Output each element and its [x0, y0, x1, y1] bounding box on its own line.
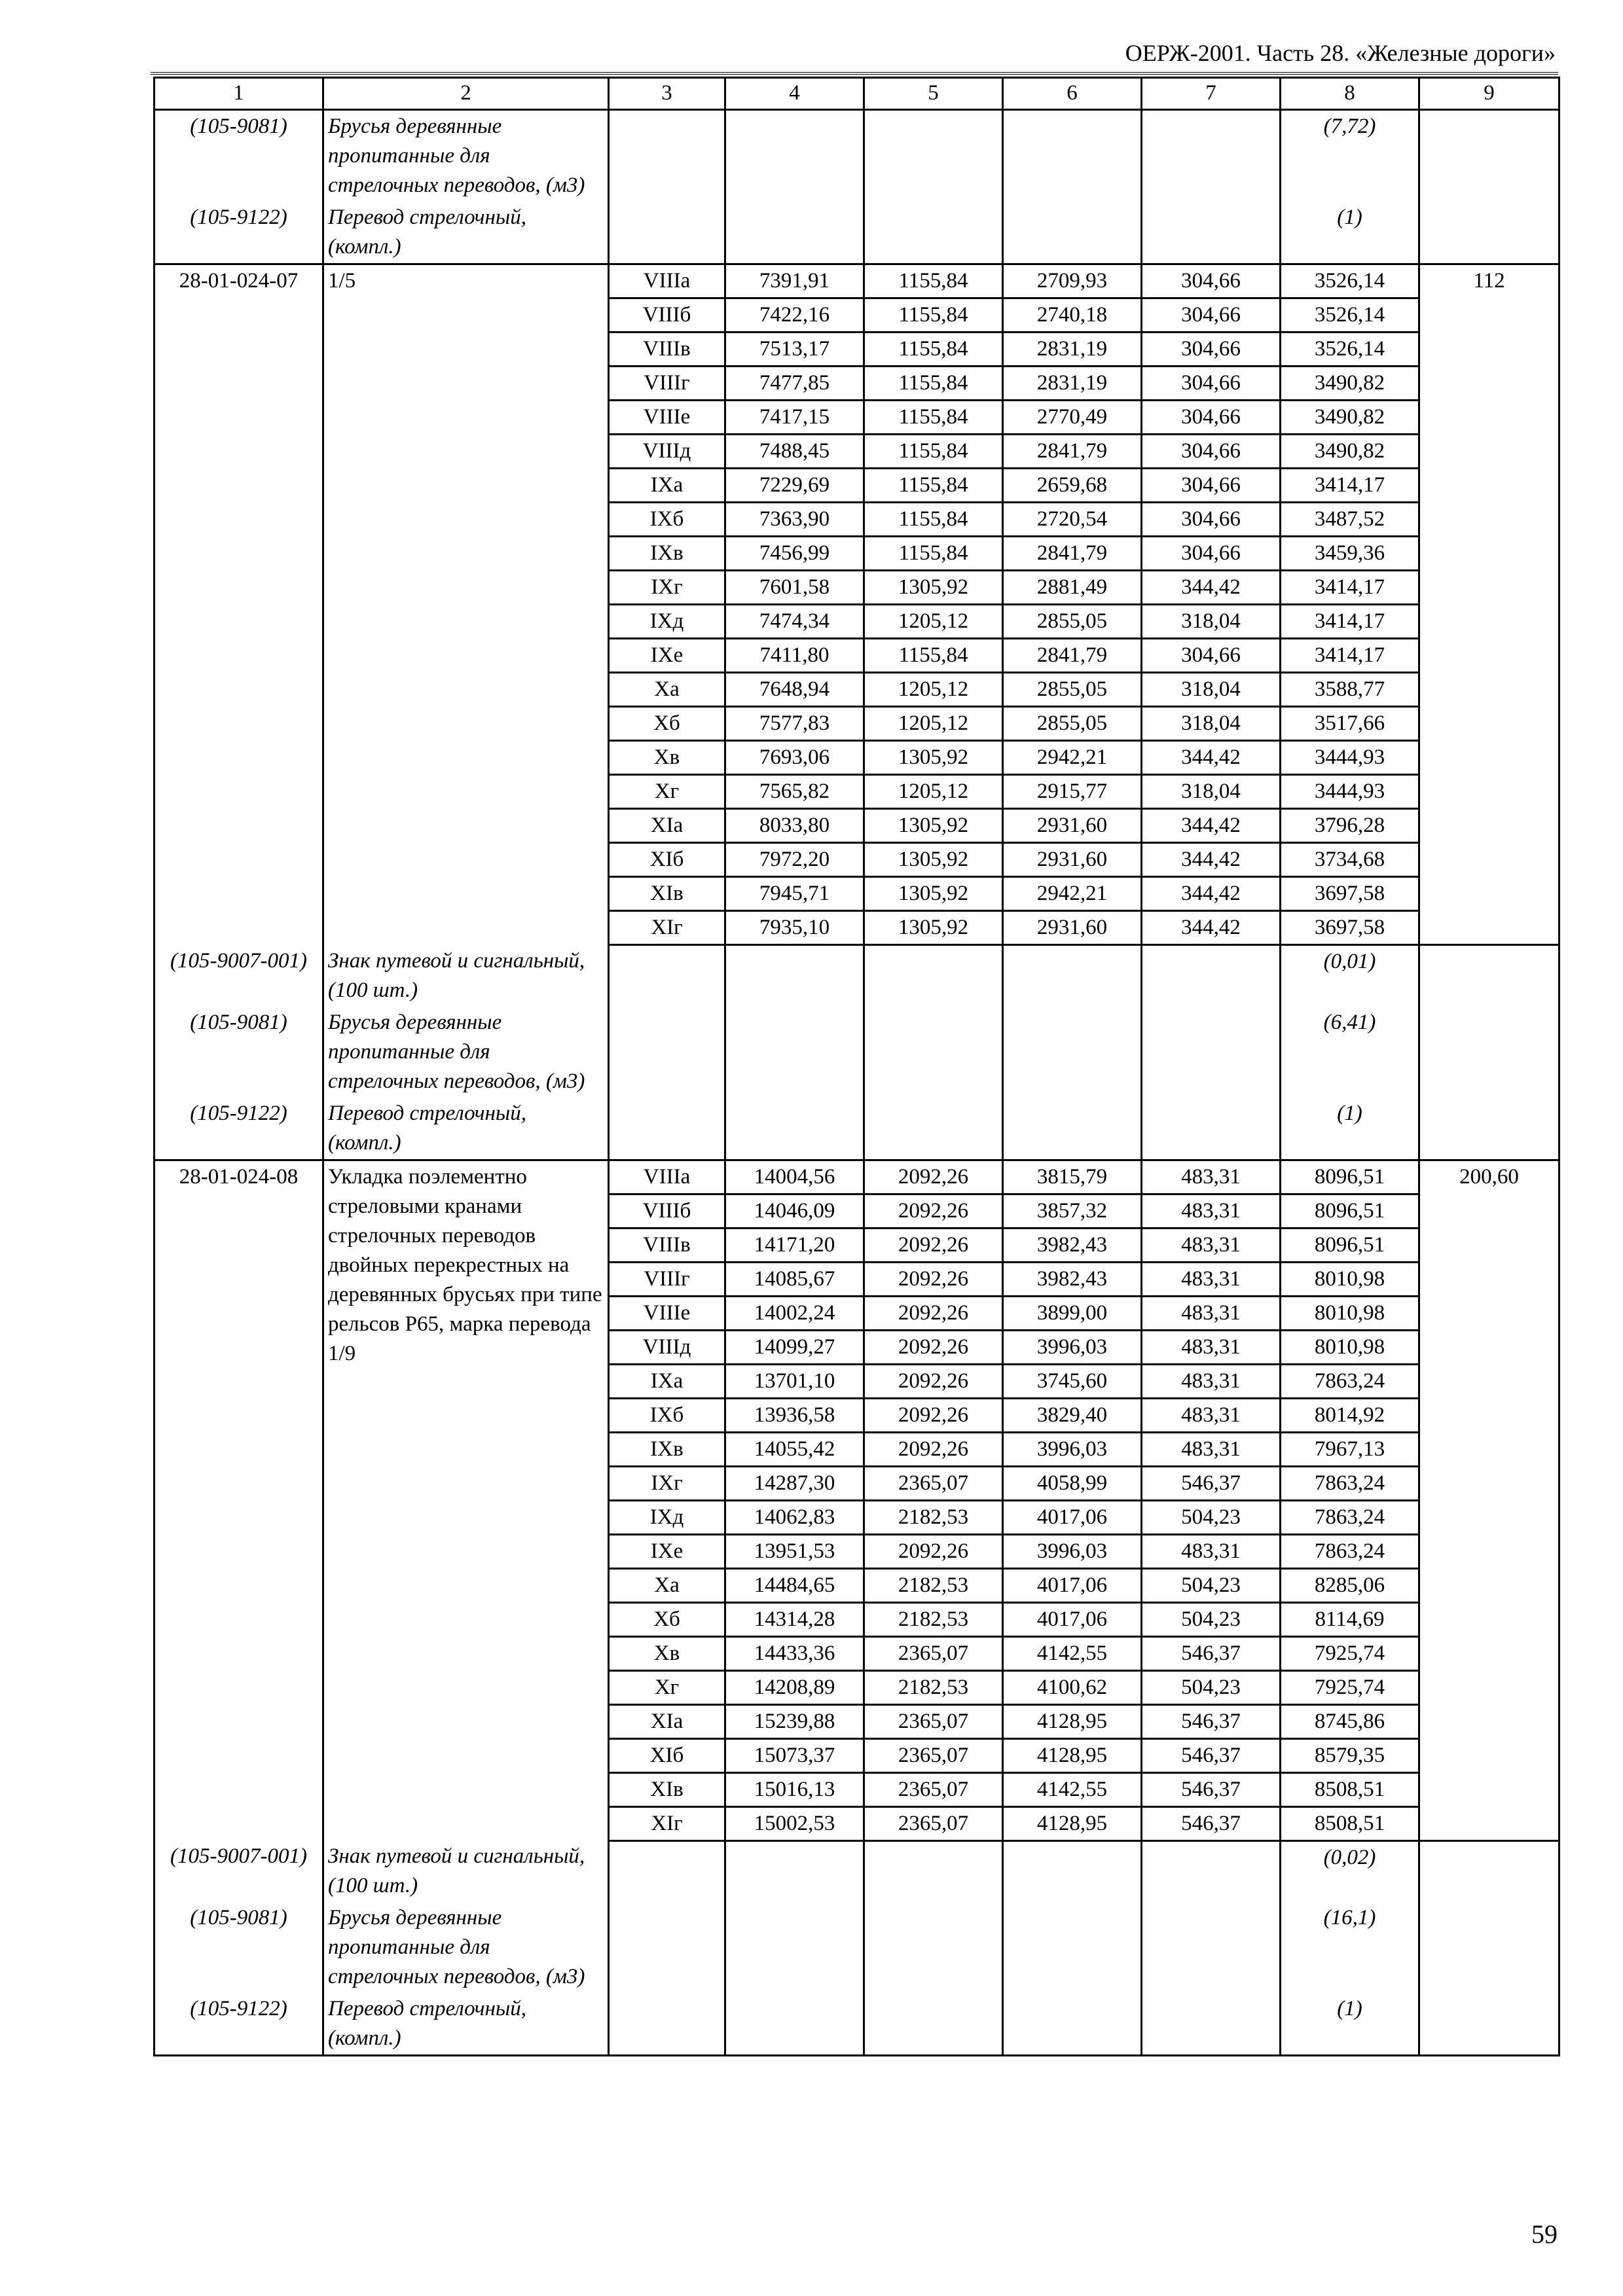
machine-cost: 2915,77 — [1003, 775, 1142, 809]
total-cost: 15002,53 — [725, 1806, 864, 1840]
operator-wage: 546,37 — [1142, 1466, 1281, 1500]
operator-wage: 304,66 — [1142, 639, 1281, 673]
table-body — [155, 110, 1559, 2056]
total-cost: 7945,71 — [725, 877, 864, 911]
labor-cost: 1155,84 — [864, 435, 1003, 469]
material-cost: 8010,98 — [1281, 1296, 1419, 1330]
region-code: Xв — [609, 1636, 725, 1670]
labor-cost: 1205,12 — [864, 775, 1003, 809]
region-code: Xв — [609, 741, 725, 775]
material-cost: 3734,68 — [1281, 843, 1419, 877]
resource-name: Брусья деревянные пропитанные для стрелочных переводов, (м3) — [323, 1902, 609, 1993]
region-code: XIб — [609, 1738, 725, 1772]
operator-wage: 304,66 — [1142, 469, 1281, 503]
rate-code: 28-01-024-07 — [155, 264, 323, 945]
labor-cost: 2365,07 — [864, 1806, 1003, 1840]
resource-qty: (7,72) — [1281, 110, 1419, 202]
machine-cost: 2770,49 — [1003, 401, 1142, 435]
material-cost: 3526,14 — [1281, 298, 1419, 332]
labor-cost: 2092,26 — [864, 1228, 1003, 1262]
material-cost: 3414,17 — [1281, 571, 1419, 605]
column-number: 1 — [155, 78, 323, 110]
operator-wage: 546,37 — [1142, 1636, 1281, 1670]
region-code: XIв — [609, 1772, 725, 1806]
resource-qty: (1) — [1281, 202, 1419, 264]
operator-wage: 546,37 — [1142, 1738, 1281, 1772]
operator-wage: 344,42 — [1142, 741, 1281, 775]
table-row — [155, 1160, 1559, 1194]
total-cost: 14099,27 — [725, 1330, 864, 1364]
resource-qty: (1) — [1281, 1993, 1419, 2056]
column-number: 9 — [1419, 78, 1559, 110]
machine-cost: 2831,19 — [1003, 367, 1142, 401]
page-header — [151, 38, 1558, 75]
machine-cost: 3996,03 — [1003, 1330, 1142, 1364]
total-cost: 14046,09 — [725, 1194, 864, 1228]
material-cost: 7863,24 — [1281, 1500, 1419, 1534]
total-cost: 7456,99 — [725, 537, 864, 571]
machine-cost: 3982,43 — [1003, 1262, 1142, 1296]
operator-wage: 318,04 — [1142, 775, 1281, 809]
labor-cost: 2092,26 — [864, 1160, 1003, 1194]
labor-cost: 2365,07 — [864, 1738, 1003, 1772]
material-cost: 8285,06 — [1281, 1568, 1419, 1602]
operator-wage: 344,42 — [1142, 911, 1281, 945]
region-code: IXг — [609, 571, 725, 605]
material-cost: 8010,98 — [1281, 1262, 1419, 1296]
resource-row — [155, 1902, 1559, 1993]
resource-row — [155, 1993, 1559, 2056]
operator-wage: 304,66 — [1142, 401, 1281, 435]
material-cost: 7863,24 — [1281, 1364, 1419, 1398]
material-cost: 8014,92 — [1281, 1398, 1419, 1432]
column-number-row — [155, 78, 1559, 110]
labor-cost: 1305,92 — [864, 741, 1003, 775]
total-cost: 7363,90 — [725, 503, 864, 537]
machine-cost: 2659,68 — [1003, 469, 1142, 503]
labor-cost: 2365,07 — [864, 1466, 1003, 1500]
operator-wage: 318,04 — [1142, 673, 1281, 707]
resource-name: Перевод стрелочный, (компл.) — [323, 202, 609, 264]
operator-wage: 483,31 — [1142, 1398, 1281, 1432]
machine-cost: 4142,55 — [1003, 1636, 1142, 1670]
labor-cost: 2092,26 — [864, 1364, 1003, 1398]
machine-cost: 4017,06 — [1003, 1602, 1142, 1636]
machine-cost: 2740,18 — [1003, 298, 1142, 332]
total-cost: 14002,24 — [725, 1296, 864, 1330]
operator-wage: 304,66 — [1142, 503, 1281, 537]
region-code: IXд — [609, 605, 725, 639]
operator-wage: 546,37 — [1142, 1772, 1281, 1806]
machine-cost: 2831,19 — [1003, 332, 1142, 367]
total-cost: 7474,34 — [725, 605, 864, 639]
region-code: VIIIб — [609, 298, 725, 332]
total-cost: 14433,36 — [725, 1636, 864, 1670]
column-number: 3 — [609, 78, 725, 110]
labor-cost: 2182,53 — [864, 1670, 1003, 1704]
material-cost: 7863,24 — [1281, 1534, 1419, 1568]
material-cost: 3444,93 — [1281, 775, 1419, 809]
total-cost: 15073,37 — [725, 1738, 864, 1772]
labor-cost: 1305,92 — [864, 571, 1003, 605]
region-code: IXв — [609, 537, 725, 571]
labor-hours: 112 — [1419, 264, 1559, 945]
region-code: Xб — [609, 1602, 725, 1636]
total-cost: 7565,82 — [725, 775, 864, 809]
labor-cost: 1155,84 — [864, 469, 1003, 503]
machine-cost: 2881,49 — [1003, 571, 1142, 605]
resource-name: Знак путевой и сигнальный, (100 шт.) — [323, 1840, 609, 1902]
material-cost: 8096,51 — [1281, 1194, 1419, 1228]
operator-wage: 304,66 — [1142, 298, 1281, 332]
column-number: 4 — [725, 78, 864, 110]
operator-wage: 483,31 — [1142, 1160, 1281, 1194]
material-cost: 3444,93 — [1281, 741, 1419, 775]
material-cost: 7967,13 — [1281, 1432, 1419, 1466]
total-cost: 14208,89 — [725, 1670, 864, 1704]
labor-cost: 1305,92 — [864, 911, 1003, 945]
region-code: VIIIг — [609, 1262, 725, 1296]
labor-cost: 1155,84 — [864, 639, 1003, 673]
labor-hours: 200,60 — [1419, 1160, 1559, 1840]
machine-cost: 2855,05 — [1003, 707, 1142, 741]
rate-description: 1/5 — [323, 264, 609, 945]
resource-qty: (0,02) — [1281, 1840, 1419, 1902]
material-cost: 7863,24 — [1281, 1466, 1419, 1500]
material-cost: 7925,74 — [1281, 1670, 1419, 1704]
material-cost: 8579,35 — [1281, 1738, 1419, 1772]
material-cost: 3588,77 — [1281, 673, 1419, 707]
resource-qty: (16,1) — [1281, 1902, 1419, 1993]
machine-cost: 4128,95 — [1003, 1806, 1142, 1840]
region-code: VIIIд — [609, 435, 725, 469]
material-cost: 3490,82 — [1281, 435, 1419, 469]
material-cost: 3487,52 — [1281, 503, 1419, 537]
machine-cost: 4017,06 — [1003, 1568, 1142, 1602]
operator-wage: 546,37 — [1142, 1806, 1281, 1840]
total-cost: 14287,30 — [725, 1466, 864, 1500]
operator-wage: 483,31 — [1142, 1262, 1281, 1296]
labor-cost: 2365,07 — [864, 1704, 1003, 1738]
total-cost: 7391,91 — [725, 264, 864, 298]
total-cost: 7601,58 — [725, 571, 864, 605]
labor-cost: 2365,07 — [864, 1772, 1003, 1806]
operator-wage: 344,42 — [1142, 843, 1281, 877]
resource-code: (105-9081) — [155, 110, 323, 202]
labor-cost: 2092,26 — [864, 1432, 1003, 1466]
operator-wage: 318,04 — [1142, 707, 1281, 741]
operator-wage: 304,66 — [1142, 537, 1281, 571]
material-cost: 8114,69 — [1281, 1602, 1419, 1636]
labor-cost: 1305,92 — [864, 843, 1003, 877]
resource-row — [155, 1840, 1559, 1902]
material-cost: 8508,51 — [1281, 1772, 1419, 1806]
labor-cost: 1155,84 — [864, 503, 1003, 537]
material-cost: 3414,17 — [1281, 605, 1419, 639]
total-cost: 14085,67 — [725, 1262, 864, 1296]
labor-cost: 1305,92 — [864, 877, 1003, 911]
total-cost: 14171,20 — [725, 1228, 864, 1262]
machine-cost: 4142,55 — [1003, 1772, 1142, 1806]
material-cost: 3796,28 — [1281, 809, 1419, 843]
total-cost: 7229,69 — [725, 469, 864, 503]
labor-cost: 2092,26 — [864, 1194, 1003, 1228]
material-cost: 7925,74 — [1281, 1636, 1419, 1670]
rate-description: Укладка поэлементно стреловыми кранами стрелочных переводов двойных перекрестных на деревянных брусьях при типе рельсов Р65, марка перевода 1/9 — [323, 1160, 609, 1840]
resource-code: (105-9122) — [155, 1098, 323, 1160]
operator-wage: 504,23 — [1142, 1500, 1281, 1534]
material-cost: 3459,36 — [1281, 537, 1419, 571]
region-code: IXе — [609, 639, 725, 673]
operator-wage: 344,42 — [1142, 877, 1281, 911]
labor-cost: 1305,92 — [864, 809, 1003, 843]
material-cost: 8508,51 — [1281, 1806, 1419, 1840]
rates-table — [153, 77, 1560, 2056]
total-cost: 15016,13 — [725, 1772, 864, 1806]
region-code: XIа — [609, 1704, 725, 1738]
resource-row — [155, 202, 1559, 264]
region-code: VIIIд — [609, 1330, 725, 1364]
machine-cost: 2841,79 — [1003, 537, 1142, 571]
region-code: Xа — [609, 673, 725, 707]
region-code: Xб — [609, 707, 725, 741]
column-number: 6 — [1003, 78, 1142, 110]
operator-wage: 504,23 — [1142, 1670, 1281, 1704]
page-number: 59 — [1531, 2219, 1558, 2249]
region-code: XIб — [609, 843, 725, 877]
material-cost: 3697,58 — [1281, 911, 1419, 945]
labor-cost: 1155,84 — [864, 367, 1003, 401]
column-number: 7 — [1142, 78, 1281, 110]
resource-code: (105-9007-001) — [155, 1840, 323, 1902]
resource-code: (105-9122) — [155, 1993, 323, 2056]
machine-cost: 4100,62 — [1003, 1670, 1142, 1704]
machine-cost: 3899,00 — [1003, 1296, 1142, 1330]
region-code: VIIIе — [609, 1296, 725, 1330]
region-code: IXг — [609, 1466, 725, 1500]
resource-name: Перевод стрелочный, (компл.) — [323, 1098, 609, 1160]
machine-cost: 3996,03 — [1003, 1534, 1142, 1568]
total-cost: 15239,88 — [725, 1704, 864, 1738]
region-code: VIIIа — [609, 1160, 725, 1194]
labor-cost: 2182,53 — [864, 1568, 1003, 1602]
region-code: VIIIв — [609, 1228, 725, 1262]
operator-wage: 483,31 — [1142, 1432, 1281, 1466]
resource-qty: (1) — [1281, 1098, 1419, 1160]
machine-cost: 2841,79 — [1003, 435, 1142, 469]
total-cost: 7693,06 — [725, 741, 864, 775]
column-number: 8 — [1281, 78, 1419, 110]
labor-cost: 2182,53 — [864, 1500, 1003, 1534]
document-title: ОЕРЖ-2001. Часть 28. «Железные дороги» — [1125, 40, 1556, 66]
operator-wage: 304,66 — [1142, 332, 1281, 367]
labor-cost: 2092,26 — [864, 1398, 1003, 1432]
total-cost: 7422,16 — [725, 298, 864, 332]
machine-cost: 2931,60 — [1003, 843, 1142, 877]
region-code: IXд — [609, 1500, 725, 1534]
machine-cost: 3815,79 — [1003, 1160, 1142, 1194]
machine-cost: 2841,79 — [1003, 639, 1142, 673]
total-cost: 14062,83 — [725, 1500, 864, 1534]
total-cost: 14484,65 — [725, 1568, 864, 1602]
material-cost: 3526,14 — [1281, 332, 1419, 367]
labor-cost: 2092,26 — [864, 1330, 1003, 1364]
total-cost: 14055,42 — [725, 1432, 864, 1466]
operator-wage: 344,42 — [1142, 809, 1281, 843]
column-number: 2 — [323, 78, 609, 110]
operator-wage: 546,37 — [1142, 1704, 1281, 1738]
machine-cost: 2855,05 — [1003, 673, 1142, 707]
operator-wage: 483,31 — [1142, 1364, 1281, 1398]
region-code: IXа — [609, 469, 725, 503]
operator-wage: 483,31 — [1142, 1534, 1281, 1568]
rate-code: 28-01-024-08 — [155, 1160, 323, 1840]
total-cost: 8033,80 — [725, 809, 864, 843]
machine-cost: 2709,93 — [1003, 264, 1142, 298]
total-cost: 7935,10 — [725, 911, 864, 945]
operator-wage: 504,23 — [1142, 1568, 1281, 1602]
total-cost: 7648,94 — [725, 673, 864, 707]
total-cost: 13936,58 — [725, 1398, 864, 1432]
resource-code: (105-9007-001) — [155, 945, 323, 1007]
machine-cost: 2942,21 — [1003, 877, 1142, 911]
material-cost: 8096,51 — [1281, 1160, 1419, 1194]
resource-qty: (6,41) — [1281, 1007, 1419, 1098]
machine-cost: 3829,40 — [1003, 1398, 1142, 1432]
operator-wage: 483,31 — [1142, 1194, 1281, 1228]
material-cost: 3490,82 — [1281, 367, 1419, 401]
operator-wage: 344,42 — [1142, 571, 1281, 605]
total-cost: 7577,83 — [725, 707, 864, 741]
labor-cost: 1205,12 — [864, 707, 1003, 741]
labor-cost: 2182,53 — [864, 1602, 1003, 1636]
labor-cost: 2092,26 — [864, 1534, 1003, 1568]
total-cost: 13701,10 — [725, 1364, 864, 1398]
labor-cost: 1155,84 — [864, 264, 1003, 298]
total-cost: 7411,80 — [725, 639, 864, 673]
region-code: XIа — [609, 809, 725, 843]
machine-cost: 2942,21 — [1003, 741, 1142, 775]
material-cost: 8096,51 — [1281, 1228, 1419, 1262]
total-cost: 7417,15 — [725, 401, 864, 435]
resource-code: (105-9081) — [155, 1902, 323, 1993]
resource-qty: (0,01) — [1281, 945, 1419, 1007]
resource-name: Брусья деревянные пропитанные для стрелочных переводов, (м3) — [323, 110, 609, 202]
operator-wage: 304,66 — [1142, 264, 1281, 298]
material-cost: 3697,58 — [1281, 877, 1419, 911]
machine-cost: 4017,06 — [1003, 1500, 1142, 1534]
operator-wage: 483,31 — [1142, 1228, 1281, 1262]
material-cost: 3517,66 — [1281, 707, 1419, 741]
machine-cost: 4128,95 — [1003, 1704, 1142, 1738]
resource-name: Знак путевой и сигнальный, (100 шт.) — [323, 945, 609, 1007]
resource-row — [155, 1098, 1559, 1160]
operator-wage: 504,23 — [1142, 1602, 1281, 1636]
table-row — [155, 264, 1559, 298]
resource-row — [155, 1007, 1559, 1098]
region-code: XIв — [609, 877, 725, 911]
machine-cost: 2931,60 — [1003, 809, 1142, 843]
region-code: VIIIг — [609, 367, 725, 401]
machine-cost: 3982,43 — [1003, 1228, 1142, 1262]
machine-cost: 3996,03 — [1003, 1432, 1142, 1466]
labor-cost: 2092,26 — [864, 1296, 1003, 1330]
resource-code: (105-9122) — [155, 202, 323, 264]
labor-cost: 1205,12 — [864, 605, 1003, 639]
region-code: IXе — [609, 1534, 725, 1568]
region-code: Xг — [609, 1670, 725, 1704]
machine-cost: 2931,60 — [1003, 911, 1142, 945]
labor-cost: 1205,12 — [864, 673, 1003, 707]
operator-wage: 318,04 — [1142, 605, 1281, 639]
machine-cost: 3745,60 — [1003, 1364, 1142, 1398]
labor-cost: 2365,07 — [864, 1636, 1003, 1670]
machine-cost: 2720,54 — [1003, 503, 1142, 537]
operator-wage: 483,31 — [1142, 1296, 1281, 1330]
machine-cost: 4058,99 — [1003, 1466, 1142, 1500]
total-cost: 7477,85 — [725, 367, 864, 401]
region-code: VIIIв — [609, 332, 725, 367]
resource-code: (105-9081) — [155, 1007, 323, 1098]
labor-cost: 1155,84 — [864, 298, 1003, 332]
labor-cost: 1155,84 — [864, 401, 1003, 435]
machine-cost: 2855,05 — [1003, 605, 1142, 639]
operator-wage: 483,31 — [1142, 1330, 1281, 1364]
material-cost: 3490,82 — [1281, 401, 1419, 435]
material-cost: 3526,14 — [1281, 264, 1419, 298]
resource-row — [155, 110, 1559, 202]
labor-cost: 2092,26 — [864, 1262, 1003, 1296]
region-code: Xг — [609, 775, 725, 809]
material-cost: 8010,98 — [1281, 1330, 1419, 1364]
resource-name: Перевод стрелочный, (компл.) — [323, 1993, 609, 2056]
total-cost: 7513,17 — [725, 332, 864, 367]
material-cost: 3414,17 — [1281, 639, 1419, 673]
region-code: Xа — [609, 1568, 725, 1602]
machine-cost: 3857,32 — [1003, 1194, 1142, 1228]
region-code: VIIIе — [609, 401, 725, 435]
region-code: IXб — [609, 1398, 725, 1432]
region-code: XIг — [609, 911, 725, 945]
region-code: IXв — [609, 1432, 725, 1466]
resource-name: Брусья деревянные пропитанные для стрелочных переводов, (м3) — [323, 1007, 609, 1098]
labor-cost: 1155,84 — [864, 332, 1003, 367]
region-code: IXб — [609, 503, 725, 537]
material-cost: 8745,86 — [1281, 1704, 1419, 1738]
operator-wage: 304,66 — [1142, 367, 1281, 401]
material-cost: 3414,17 — [1281, 469, 1419, 503]
total-cost: 7972,20 — [725, 843, 864, 877]
total-cost: 14314,28 — [725, 1602, 864, 1636]
labor-cost: 1155,84 — [864, 537, 1003, 571]
region-code: VIIIб — [609, 1194, 725, 1228]
column-number: 5 — [864, 78, 1003, 110]
total-cost: 13951,53 — [725, 1534, 864, 1568]
region-code: XIг — [609, 1806, 725, 1840]
resource-row — [155, 945, 1559, 1007]
machine-cost: 4128,95 — [1003, 1738, 1142, 1772]
total-cost: 7488,45 — [725, 435, 864, 469]
total-cost: 14004,56 — [725, 1160, 864, 1194]
region-code: VIIIа — [609, 264, 725, 298]
region-code: IXа — [609, 1364, 725, 1398]
operator-wage: 304,66 — [1142, 435, 1281, 469]
